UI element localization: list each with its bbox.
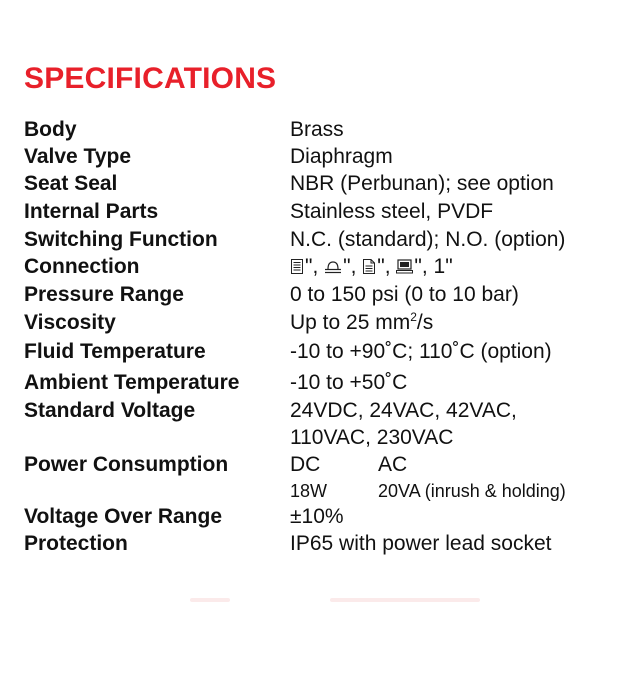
viscosity-unit: /s bbox=[416, 311, 434, 334]
spec-value: IP65 with power lead socket bbox=[290, 532, 552, 555]
spec-value: -10 to +50˚C bbox=[290, 371, 408, 394]
spec-label: Power Consumption bbox=[24, 453, 229, 476]
spec-row-switching-function bbox=[0, 226, 623, 253]
power-ac-label: AC bbox=[378, 453, 408, 476]
spec-row-seat-seal bbox=[0, 170, 623, 197]
spec-value: Brass bbox=[290, 118, 344, 141]
connection-size-2: ", bbox=[343, 255, 357, 278]
spec-value: ±10% bbox=[290, 505, 344, 528]
spec-label: Fluid Temperature bbox=[24, 340, 206, 363]
spec-row-fluid-temperature bbox=[0, 338, 623, 365]
faint-artifact bbox=[330, 598, 480, 602]
viscosity-value: Up to 25 mm bbox=[290, 311, 411, 334]
spec-value: 110VAC, 230VAC bbox=[290, 426, 454, 449]
spec-row-voltage-over-range bbox=[0, 503, 623, 530]
spec-row-pressure-range bbox=[0, 281, 623, 308]
spec-label: Protection bbox=[24, 532, 128, 555]
spec-row-viscosity bbox=[0, 309, 623, 336]
faint-artifact bbox=[190, 598, 230, 602]
spec-value: NBR (Perbunan); see option bbox=[290, 172, 554, 195]
spec-label: Body bbox=[24, 118, 77, 141]
document-lines-icon bbox=[290, 259, 304, 274]
fitting-icon bbox=[324, 259, 342, 274]
spec-label: Pressure Range bbox=[24, 283, 184, 306]
spec-row-valve-type bbox=[0, 143, 623, 170]
spec-value: 24VDC, 24VAC, 42VAC, bbox=[290, 399, 517, 422]
spec-label: Valve Type bbox=[24, 145, 132, 168]
spec-value: Diaphragm bbox=[290, 145, 393, 168]
spec-row-standard-voltage-cont bbox=[0, 424, 623, 451]
spec-label: Internal Parts bbox=[24, 200, 159, 223]
spec-row-ambient-temperature bbox=[0, 369, 623, 396]
page-icon bbox=[362, 259, 376, 274]
spec-label: Voltage Over Range bbox=[24, 505, 223, 528]
connection-size-3: ", bbox=[377, 255, 391, 278]
spec-label: Seat Seal bbox=[24, 172, 118, 195]
spec-label: Standard Voltage bbox=[24, 399, 196, 422]
connection-size-4: ", 1" bbox=[414, 255, 453, 278]
spec-value: N.C. (standard); N.O. (option) bbox=[290, 228, 566, 251]
power-dc-label: DC bbox=[290, 453, 321, 476]
connection-values bbox=[290, 253, 453, 280]
spec-row-standard-voltage bbox=[0, 397, 623, 424]
spec-row-internal-parts bbox=[0, 198, 623, 225]
spec-row-connection bbox=[0, 253, 623, 280]
computer-icon bbox=[396, 259, 413, 274]
spec-value bbox=[290, 309, 433, 336]
power-ac-value: 20VA (inrush & holding) bbox=[378, 481, 566, 501]
spec-label: Viscosity bbox=[24, 311, 116, 334]
viscosity-exponent: 2 bbox=[410, 310, 417, 324]
section-title: SPECIFICATIONS bbox=[24, 62, 277, 95]
spec-value: 0 to 150 psi (0 to 10 bar) bbox=[290, 283, 519, 306]
spec-label: Switching Function bbox=[24, 228, 218, 251]
spec-value: -10 to +90˚C; 110˚C (option) bbox=[290, 340, 552, 363]
spec-row-body bbox=[0, 116, 623, 143]
spec-label: Ambient Temperature bbox=[24, 371, 240, 394]
spec-row-power-consumption bbox=[0, 451, 623, 478]
spec-label: Connection bbox=[24, 255, 140, 278]
spec-row-protection bbox=[0, 530, 623, 557]
connection-size-1: ", bbox=[305, 255, 319, 278]
spec-row-power-values bbox=[0, 478, 623, 505]
spec-value: Stainless steel, PVDF bbox=[290, 200, 494, 223]
power-dc-value: 18W bbox=[290, 481, 328, 501]
